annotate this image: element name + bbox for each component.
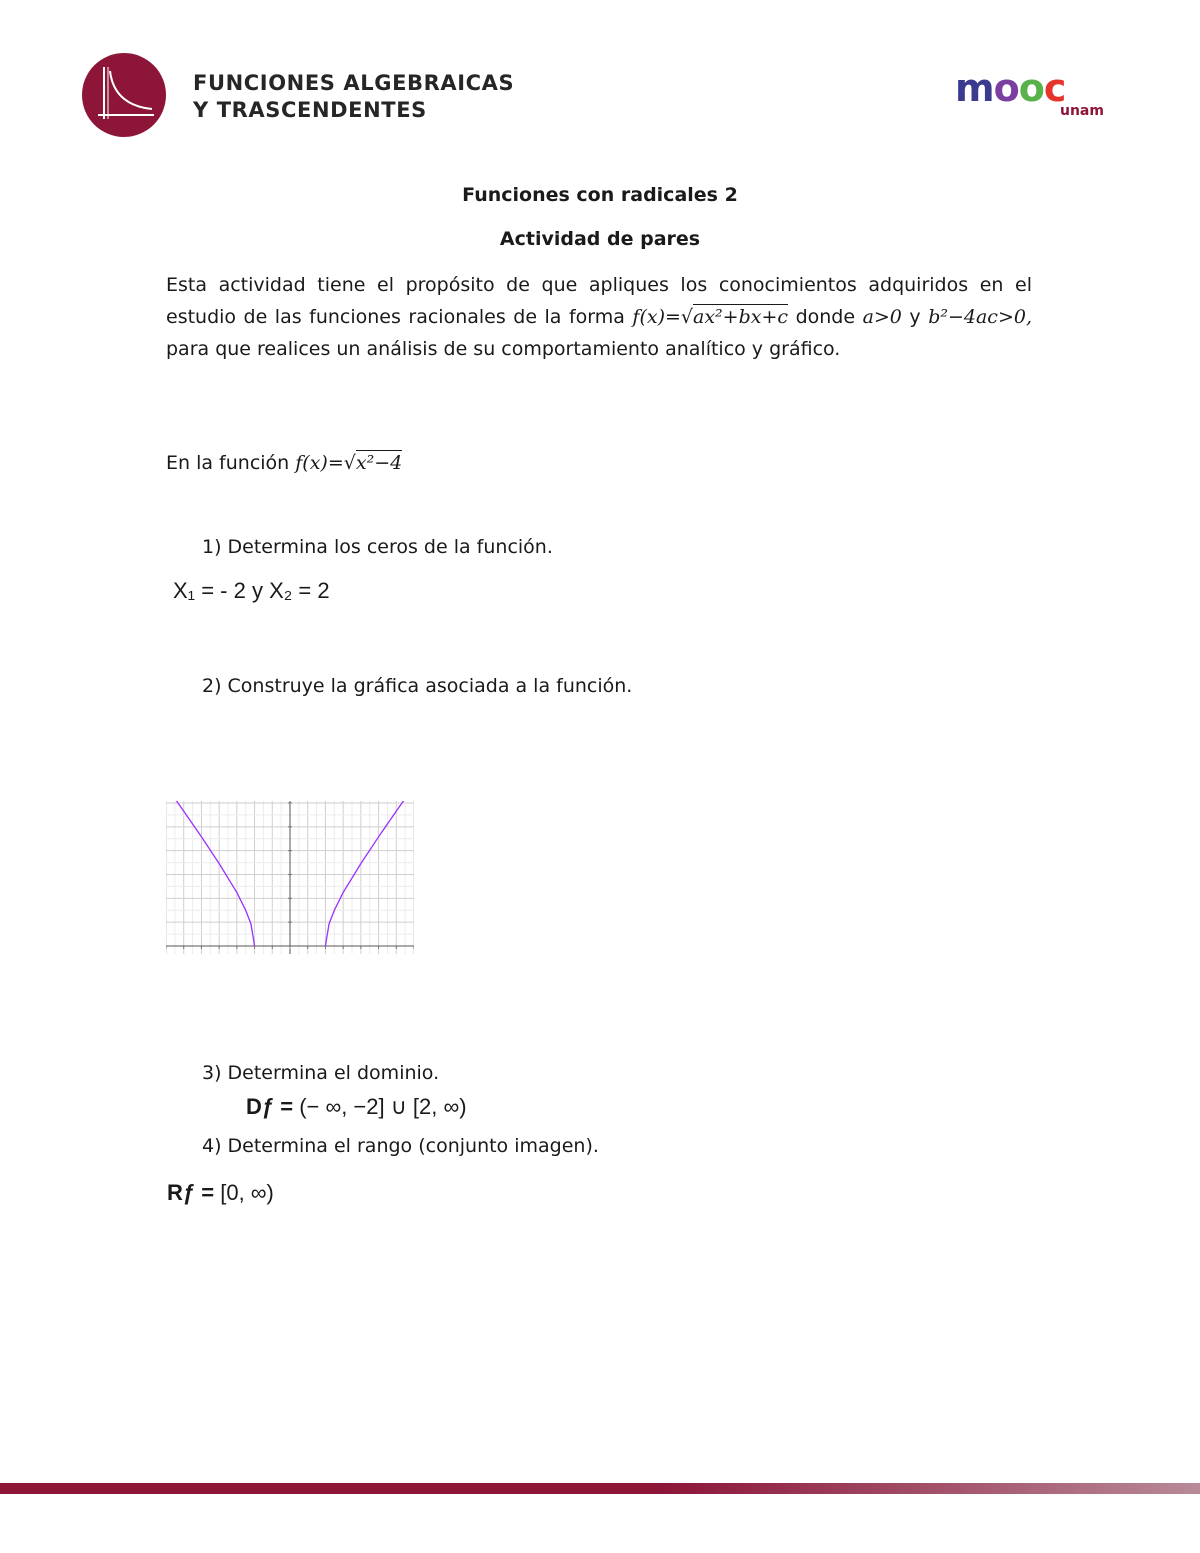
answer-zeros: X₁ = - 2 y X₂ = 2 (173, 578, 330, 603)
intro-function-lhs: f(x)= (632, 306, 681, 328)
mooc-letter-o1: o (993, 66, 1019, 110)
intro-text-2: donde (795, 306, 856, 328)
course-title (193, 70, 514, 124)
intro-paragraph (166, 269, 1032, 365)
course-logo (82, 53, 166, 137)
document-title: Funciones con radicales 2 (462, 184, 738, 206)
function-prefix: En la función (166, 452, 290, 474)
intro-text-3: y (909, 306, 921, 328)
range-label: Rƒ = (167, 1180, 215, 1205)
question-1: 1) Determina los ceros de la función. (202, 536, 553, 558)
intro-condition-discriminant: b²−4ac>0, (928, 306, 1032, 328)
intro-text-1: Esta actividad tiene el propósito de que apliques los conocimientos adquiridos en el estudio de las funciones racionales de la forma (166, 274, 1032, 328)
question-2: 2) Construye la gráfica asociada a la función. (202, 675, 633, 697)
answer-domain (246, 1094, 467, 1120)
answer-range (167, 1180, 274, 1206)
intro-text-4: para que realices un análisis de su comportamiento analítico y gráfico. (166, 338, 841, 360)
intro-function-radicand: ax²+bx+c (693, 306, 789, 328)
graph-logo-icon (82, 53, 166, 137)
function-radicand: x²−4 (355, 452, 403, 474)
domain-value: (− ∞, −2] ∪ [2, ∞) (299, 1094, 467, 1119)
mooc-letter-c: c (1043, 66, 1066, 110)
graph-axes (166, 801, 414, 954)
range-value: [0, ∞) (220, 1180, 274, 1205)
sqrt-sign: √ (680, 306, 694, 328)
unam-label: unam (1060, 103, 1104, 119)
document-subtitle: Actividad de pares (499, 228, 701, 250)
footer-bar (0, 1483, 1200, 1494)
function-lhs: f(x)= (295, 452, 344, 474)
function-line (166, 448, 402, 478)
mooc-logo (955, 66, 1065, 110)
intro-condition-a: a>0 (862, 306, 902, 328)
mooc-letter-o2: o (1018, 66, 1044, 110)
mooc-letter-m: m (955, 66, 994, 110)
course-title-line2: Y TRASCENDENTES (193, 98, 427, 122)
question-4: 4) Determina el rango (conjunto imagen). (202, 1135, 599, 1157)
sqrt-sign: √ (343, 452, 356, 474)
question-3: 3) Determina el dominio. (202, 1062, 440, 1084)
function-graph (166, 801, 414, 954)
domain-label: Dƒ = (246, 1094, 294, 1119)
course-title-line1: FUNCIONES ALGEBRAICAS (193, 71, 515, 95)
